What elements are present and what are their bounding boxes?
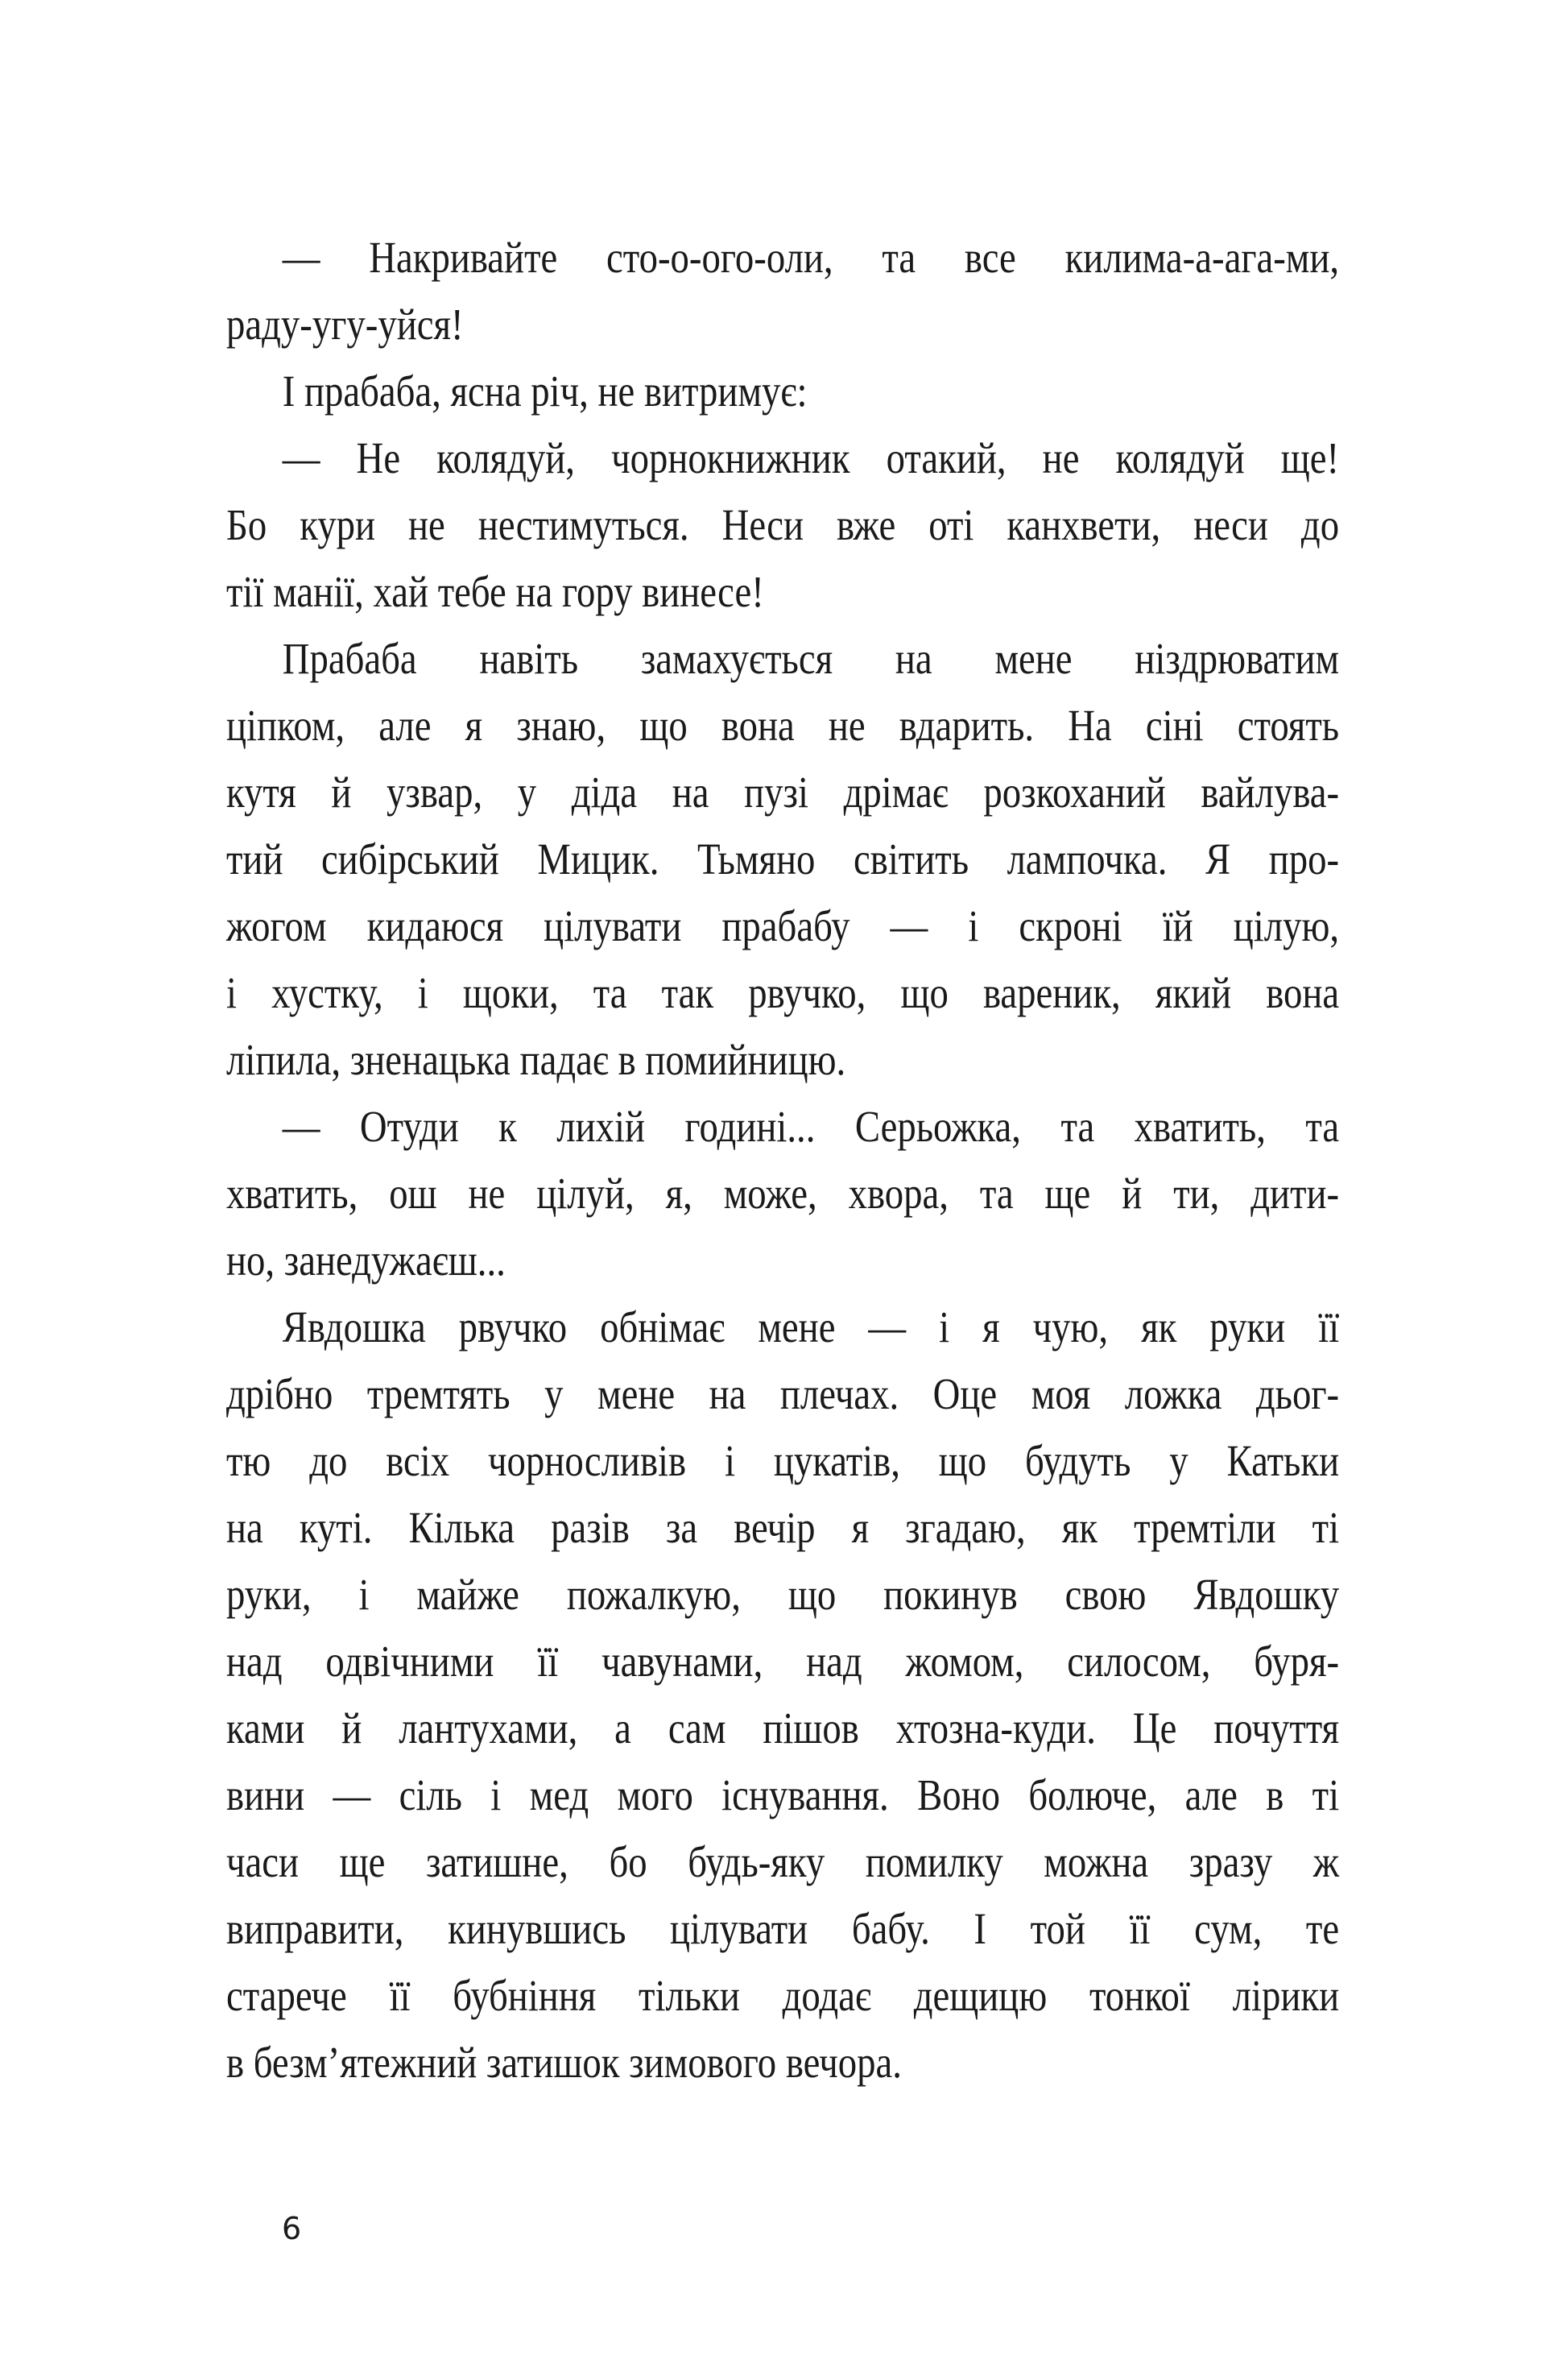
- page-number: 6: [282, 2211, 302, 2246]
- text-line: — Отуди к лихій годині... Серьожка, та хватить, та: [282, 1102, 1340, 1151]
- text-line: раду-угу-уйся!: [226, 300, 464, 349]
- text-line: вини — сіль і мед мого існування. Воно болюче, але в ті: [226, 1770, 1340, 1819]
- text-line: кутя й узвар, у діда на пузі дрімає розкоханий вайлува-: [226, 768, 1340, 817]
- text-line: ліпила, зненацька падає в помийницю.: [226, 1035, 846, 1084]
- page-body-text: [226, 224, 1339, 2096]
- text-line: хватить, ош не цілуй, я, може, хвора, та ще й ти, дити-: [226, 1169, 1340, 1218]
- text-line: но, занедужаєш...: [226, 1236, 506, 1285]
- text-line: І прабаба, ясна річ, не витримує:: [282, 366, 808, 416]
- text-line: старече її бубніння тільки додає дещицю тонкої лірики: [226, 1971, 1340, 2020]
- text-line: в безм’ятежний затишок зимового вечора.: [226, 2038, 902, 2087]
- text-line: тю до всіх чорносливів і цукатів, що будуть у Катьки: [226, 1436, 1340, 1485]
- text-line: — Не колядуй, чорнокнижник отакий, не колядуй ще!: [282, 433, 1340, 482]
- text-line: жогом кидаюся цілувати прабабу — і скроні їй цілую,: [226, 901, 1340, 950]
- text-line: виправити, кинувшись цілувати бабу. І той її сум, те: [226, 1904, 1340, 1953]
- text-line: руки, і майже пожалкую, що покинув свою Явдошку: [226, 1570, 1340, 1619]
- text-line: Явдошка рвучко обнімає мене — і я чую, як руки її: [282, 1302, 1340, 1351]
- text-line: і хустку, і щоки, та так рвучко, що вареник, який вона: [226, 968, 1340, 1017]
- text-line: тий сибірський Мицик. Тьмяно світить лампочка. Я про-: [226, 834, 1340, 884]
- text-line: — Накривайте сто-о-ого-оли, та все килима-а-ага-ми,: [282, 233, 1340, 282]
- text-line: часи ще затишне, бо будь-яку помилку можна зразу ж: [226, 1837, 1340, 1886]
- text-line: ками й лантухами, а сам пішов хтозна-куди. Це почуття: [226, 1703, 1340, 1753]
- text-line: Прабаба навіть замахується на мене ніздрюватим: [282, 634, 1340, 683]
- text-line: ціпком, але я знаю, що вона не вдарить. На сіні стоять: [226, 701, 1340, 750]
- text-line: Бо кури не нестимуться. Неси вже оті канхвети, неси до: [226, 500, 1340, 549]
- text-line: тії манії, хай тебе на гору винесе!: [226, 567, 764, 616]
- text-line: дрібно тремтять у мене на плечах. Оце моя ложка дьог-: [226, 1369, 1340, 1418]
- text-line: на куті. Кілька разів за вечір я згадаю, як тремтіли ті: [226, 1503, 1340, 1552]
- text-line: над одвічними її чавунами, над жомом, силосом, буря-: [226, 1637, 1340, 1686]
